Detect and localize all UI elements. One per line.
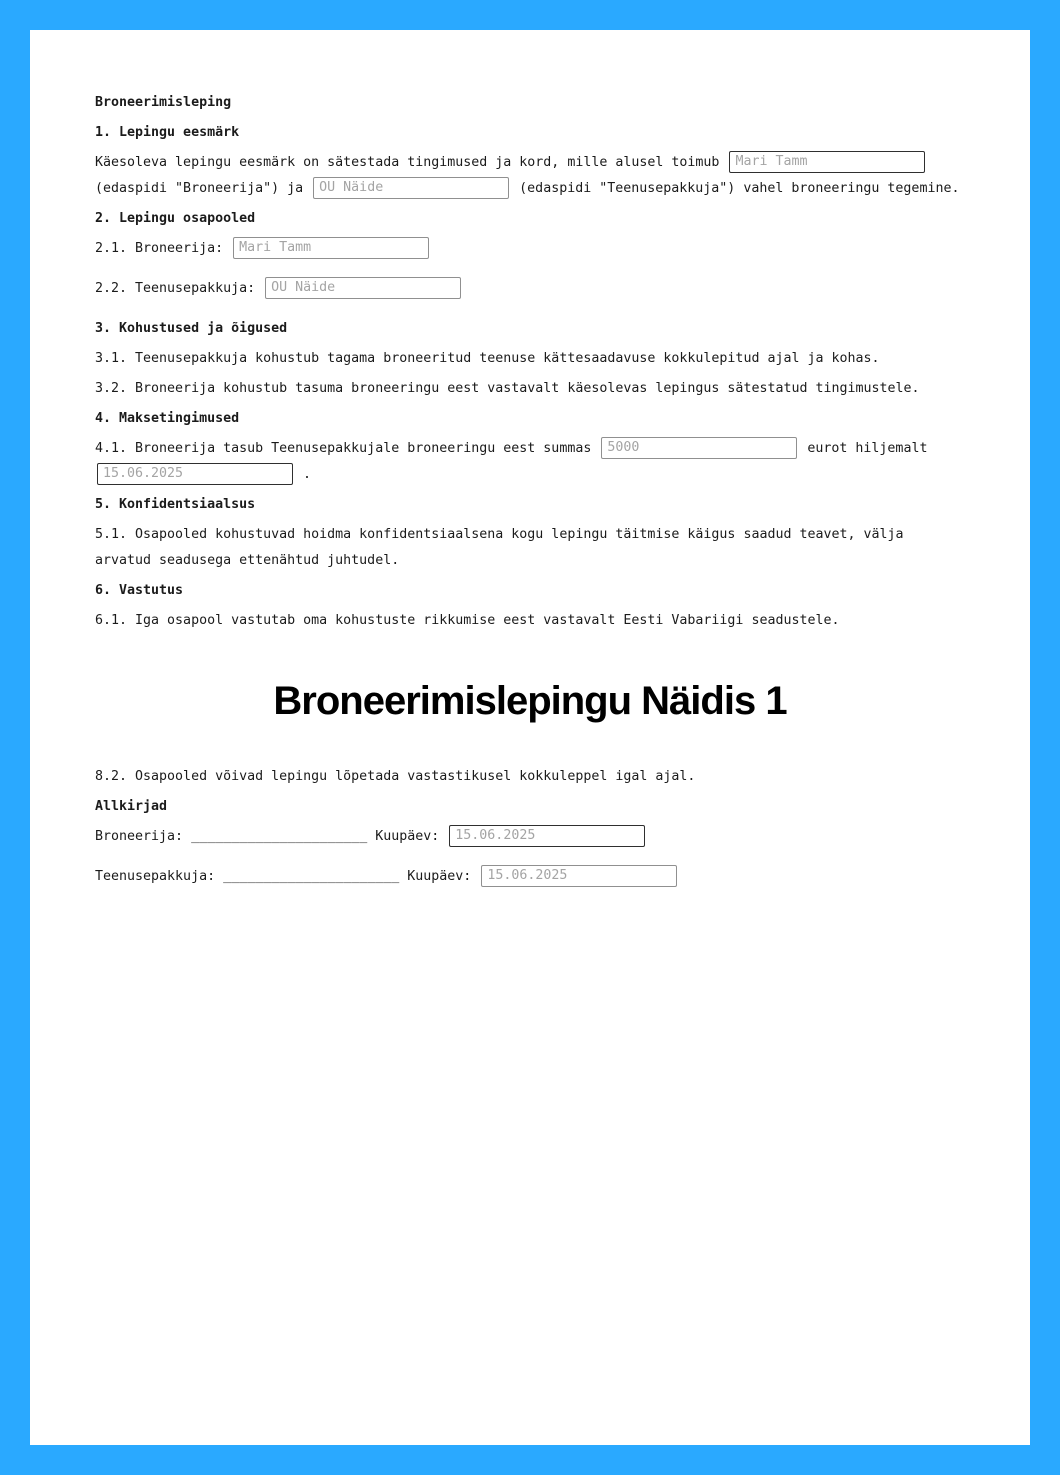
clause-4-1-text-mid: eurot hiljemalt <box>807 441 928 456</box>
signatures-heading: Allkirjad <box>95 799 168 814</box>
party-broneerija-label: 2.1. Broneerija: <box>95 241 224 256</box>
section-1-paragraph <box>95 150 965 202</box>
clause-4-1 <box>95 436 965 488</box>
signature-line: ______________________ <box>191 829 368 844</box>
party-teenusepakkuja-row <box>95 276 965 302</box>
sum-input[interactable] <box>601 437 797 459</box>
broneerija-sign-date-input[interactable] <box>449 825 645 847</box>
clause-4-1-text-after: . <box>303 467 312 482</box>
section-1-text-before: Käesoleva lepingu eesmärk on sätestada tingimused ja kord, mille alusel toimub <box>95 155 720 170</box>
signature-broneerija-date-label: Kuupäev: <box>375 829 440 844</box>
document-title: Broneerimisleping <box>95 95 232 110</box>
section-4-heading: 4. Maksetingimused <box>95 411 240 426</box>
signature-row-broneerija <box>95 824 965 850</box>
party-teenusepakkuja-input[interactable] <box>265 277 461 299</box>
section-6-heading: 6. Vastutus <box>95 583 184 598</box>
signature-teenusepakkuja-label: Teenusepakkuja: <box>95 869 216 884</box>
section-1-heading: 1. Lepingu eesmärk <box>95 125 240 140</box>
section-1-text-after: (edaspidi "Teenusepakkuja") vahel broneeringu tegemine. <box>519 181 960 196</box>
signature-broneerija-label: Broneerija: <box>95 829 184 844</box>
party-teenusepakkuja-label: 2.2. Teenusepakkuja: <box>95 281 256 296</box>
clause-4-1-text-before: 4.1. Broneerija tasub Teenusepakkujale broneeringu eest summas <box>95 441 592 456</box>
party-broneerija-row <box>95 236 965 262</box>
clause-5-1: 5.1. Osapooled kohustuvad hoidma konfidentsiaalsena kogu lepingu täitmise käigus saadud teavet, välja arvatud seadusega ettenähtud juhtudel. <box>95 527 904 568</box>
payment-date-input[interactable] <box>97 463 293 485</box>
clause-6-1: 6.1. Iga osapool vastutab oma kohustuste rikkumise eest vastavalt Eesti Vabariigi seadustele. <box>95 613 840 628</box>
contract-document <box>95 90 965 890</box>
section-5-heading: 5. Konfidentsiaalsus <box>95 497 256 512</box>
section-1-text-mid: (edaspidi "Broneerija") ja <box>95 181 304 196</box>
clause-3-1: 3.1. Teenusepakkuja kohustub tagama broneeritud teenuse kättesaadavuse kokkulepitud ajal ja kohas. <box>95 351 880 366</box>
party-broneerija-input[interactable] <box>233 237 429 259</box>
clause-8-2: 8.2. Osapooled võivad lepingu lõpetada vastastikusel kokkuleppel igal ajal. <box>95 769 696 784</box>
teenusepakkuja-name-input[interactable] <box>313 177 509 199</box>
section-2-heading: 2. Lepingu osapooled <box>95 211 256 226</box>
signature-line: ______________________ <box>223 869 400 884</box>
signature-teenusepakkuja-date-label: Kuupäev: <box>407 869 472 884</box>
section-3-heading: 3. Kohustused ja õigused <box>95 321 288 336</box>
teenusepakkuja-sign-date-input[interactable] <box>481 865 677 887</box>
broneerija-name-input[interactable] <box>729 151 925 173</box>
big-title: Broneerimislepingu Näidis 1 <box>273 679 787 723</box>
clause-3-2: 3.2. Broneerija kohustub tasuma broneeringu eest vastavalt käesolevas lepingus sätestatud tingimustele. <box>95 381 920 396</box>
contract-page <box>30 30 1030 1445</box>
signature-row-teenusepakkuja <box>95 864 965 890</box>
